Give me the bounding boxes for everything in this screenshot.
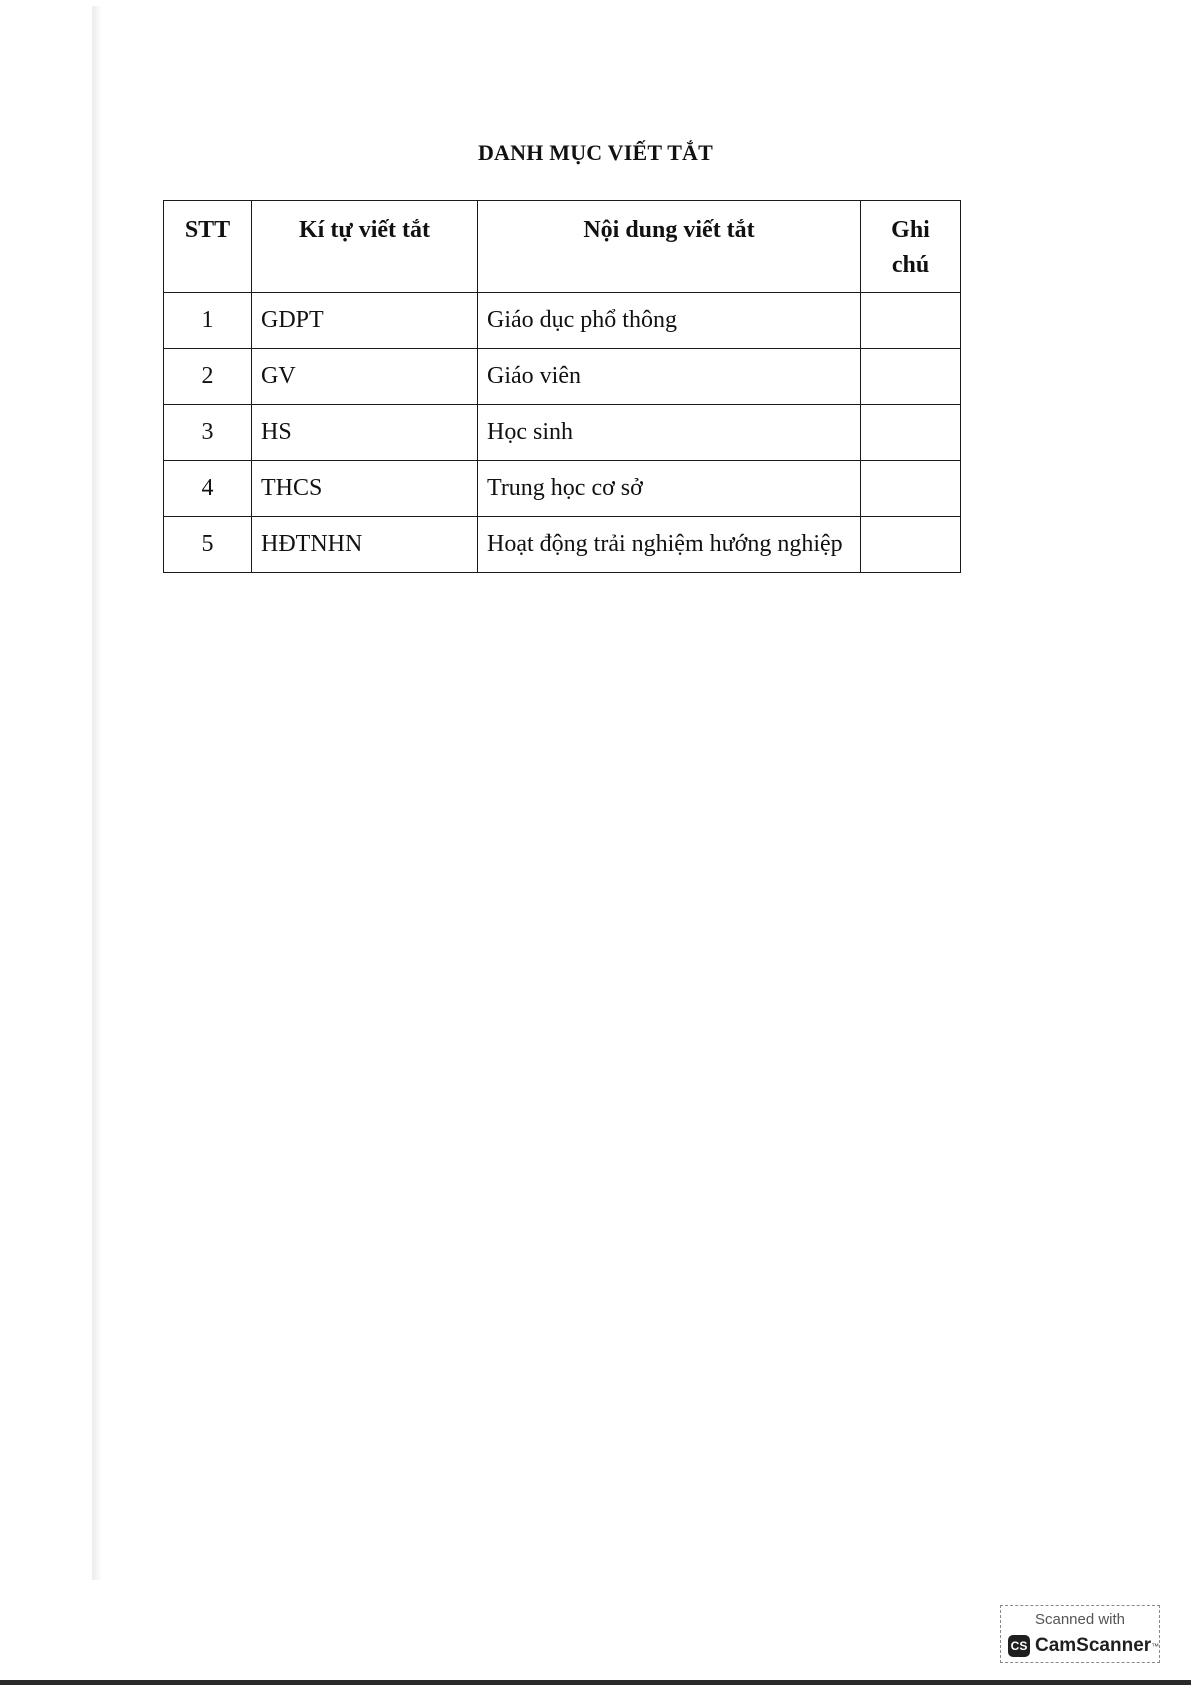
cell-note [861,405,961,461]
cell-note [861,349,961,405]
scan-edge-bottom [0,1680,1191,1685]
cell-stt: 5 [164,517,252,573]
table-row [164,461,961,517]
watermark-caption: Scanned with [1034,1611,1126,1628]
table-row [164,349,961,405]
cell-note [861,461,961,517]
header-note-text: Ghi chú [891,217,930,278]
cell-stt: 1 [164,293,252,349]
watermark-brand-row [1008,1635,1159,1657]
table-row [164,517,961,573]
cell-stt: 2 [164,349,252,405]
cell-note [861,517,961,573]
header-stt: STT [164,201,252,293]
cell-stt: 3 [164,405,252,461]
cell-abbreviation: HS [252,405,478,461]
cell-abbreviation: GDPT [252,293,478,349]
cell-meaning: Hoạt động trải nghiệm hướng nghiệp [478,517,861,573]
table-row [164,405,961,461]
header-note [861,201,961,293]
cell-meaning: Giáo dục phổ thông [478,293,861,349]
abbreviation-table [163,200,961,573]
table-header-row [164,201,961,293]
cell-note [861,293,961,349]
cell-abbreviation: THCS [252,461,478,517]
cell-abbreviation: GV [252,349,478,405]
page-title: DANH MỤC VIẾT TẮT [477,140,714,165]
cell-meaning: Giáo viên [478,349,861,405]
cell-meaning: Học sinh [478,405,861,461]
cell-stt: 4 [164,461,252,517]
scan-edge-shadow [92,6,102,1580]
camscanner-logo-icon: CS [1008,1635,1030,1657]
table-row [164,293,961,349]
watermark-brand: CamScanner [1035,1635,1152,1656]
header-abbreviation: Kí tự viết tắt [252,201,478,293]
camscanner-watermark [1000,1605,1160,1663]
trademark-symbol: ™ [1151,1641,1160,1651]
cell-meaning: Trung học cơ sở [478,461,861,517]
header-meaning: Nội dung viết tắt [478,201,861,293]
cell-abbreviation: HĐTNHN [252,517,478,573]
